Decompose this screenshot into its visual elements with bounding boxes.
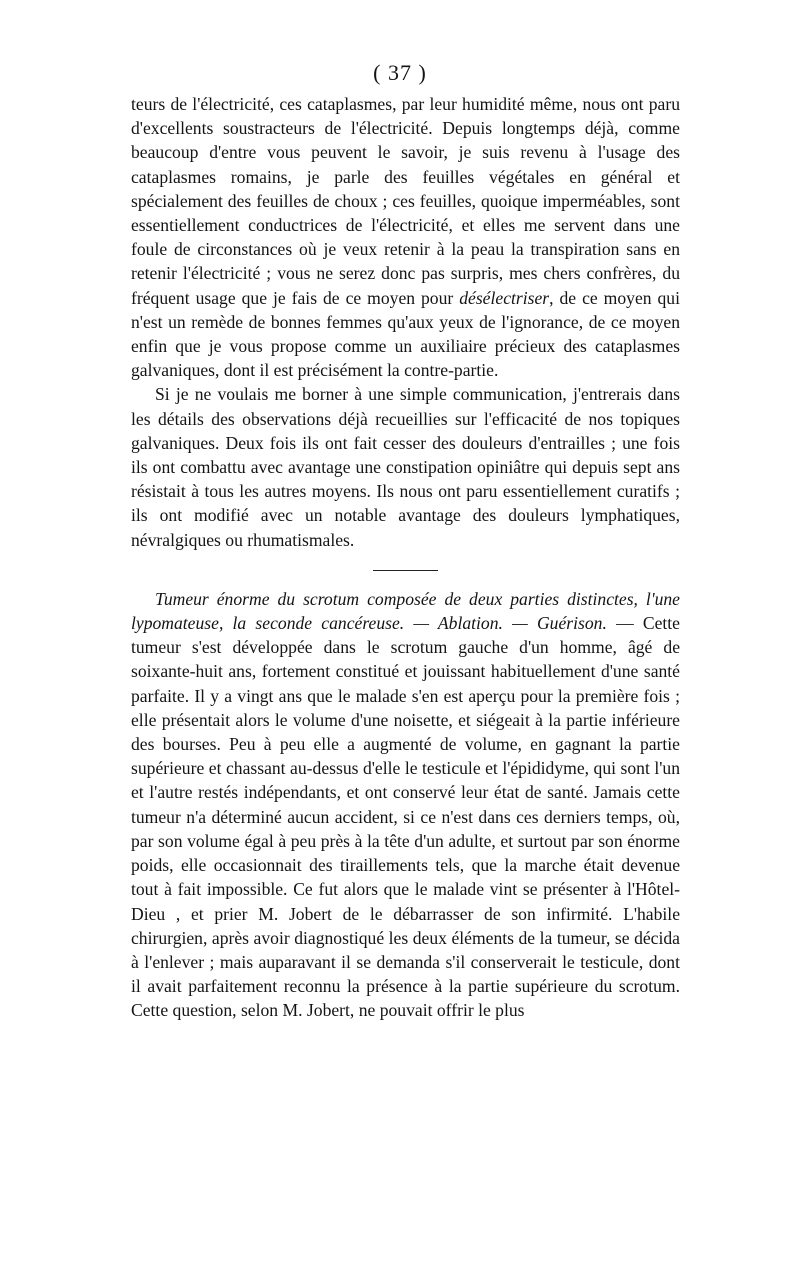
section-divider <box>373 570 438 571</box>
paragraph-galvanic-observations: Si je ne voulais me borner à une simple communication, j'entrerais dans les détails des observations déjà recueillies sur l'efficacité de nos topiques galvaniques. Deux fois ils ont fait cesser des douleurs d'entrailles ; une fois ils ont combattu avec avantage une constipation opiniâtre qui depuis sept ans résistait à tous les autres moyens. Ils nous ont paru essentiellement curatifs ; ils ont modifié avec un notable avantage des douleurs lymphatiques, névralgiques ou rhumatismales. <box>131 384 680 550</box>
paragraph-text-after-emphasis: , de ce moyen qui n'est un remède de bonnes femmes qu'aux yeux de l'ignorance, de ce moyen enfin que je vous propose comme un auxiliaire précieux des cataplasmes galvaniques, dont il est précisément la contre-partie. <box>131 287 680 381</box>
case-title: Tumeur énorme du scrotum composée de deux parties distinctes, l'une lypomateuse, la seconde cancéreuse. — Ablation. — Guérison. <box>131 588 680 634</box>
paragraph-continuation <box>131 92 680 382</box>
case-body: — Cette tumeur s'est développée dans le scrotum gauche d'un homme, âgé de soixante-huit ans, fortement constitué et jouissant habituellement d'une santé parfaite. Il y a vingt ans que le malade s'en est aperçu pour la première fois ; elle présentait alors le volume d'une noisette, et siégeait à la partie inférieure des bourses. Peu à peu elle a augmenté de volume, en gagnant la partie supérieure et chassant au-dessus d'elle le testicule et l'épididyme, qui sont l'un et l'autre restés indépendants, et ont conservé leur état de santé. Jamais cette tumeur n'a déterminé aucun accident, si ce n'est dans ces derniers temps, où, par son volume égal à peu près à la tête d'un adulte, et surtout par son énorme poids, elle occasionnait des tiraillements tels, que la marche était devenue tout à fait impossible. Ce fut alors que le malade vint se présenter à l'Hôtel-Dieu , et prier M. Jobert de le débarrasser de son infirmité. L'habile chirurgien, après avoir diagnostiqué les deux éléments de la tumeur, se décida à l'enlever ; mais auparavant il se demanda s'il conserverait le testicule, dont il avait parfaitement reconnu la présence à la partie supérieure du scrotum. Cette question, selon M. Jobert, ne pouvait offrir le plus <box>131 613 680 1021</box>
emphasized-word: désélectriser <box>459 287 550 308</box>
paragraph-case-report <box>131 587 680 1023</box>
body-text <box>131 92 680 1023</box>
paragraph-text-before-emphasis: teurs de l'électricité, ces cataplasmes, par leur humidité même, nous ont paru d'excellents soustracteurs de l'électricité. Depuis longtemps déjà, comme beaucoup d'entre vous peuvent le savoir, je suis revenu à l'usage des cataplasmes romains, je parle des feuilles végétales en général et spécialement des feuilles de choux ; ces feuilles, quoique imperméables, sont essentiellement conductrices de l'électricité, et elles me servent dans une foule de circonstances où je veux retenir à la peau la transpiration sans en retenir l'électricité ; vous ne serez donc pas surpris, mes chers confrères, du fréquent usage que je fais de ce moyen pour <box>131 94 680 308</box>
page-number: ( 37 ) <box>373 60 427 85</box>
